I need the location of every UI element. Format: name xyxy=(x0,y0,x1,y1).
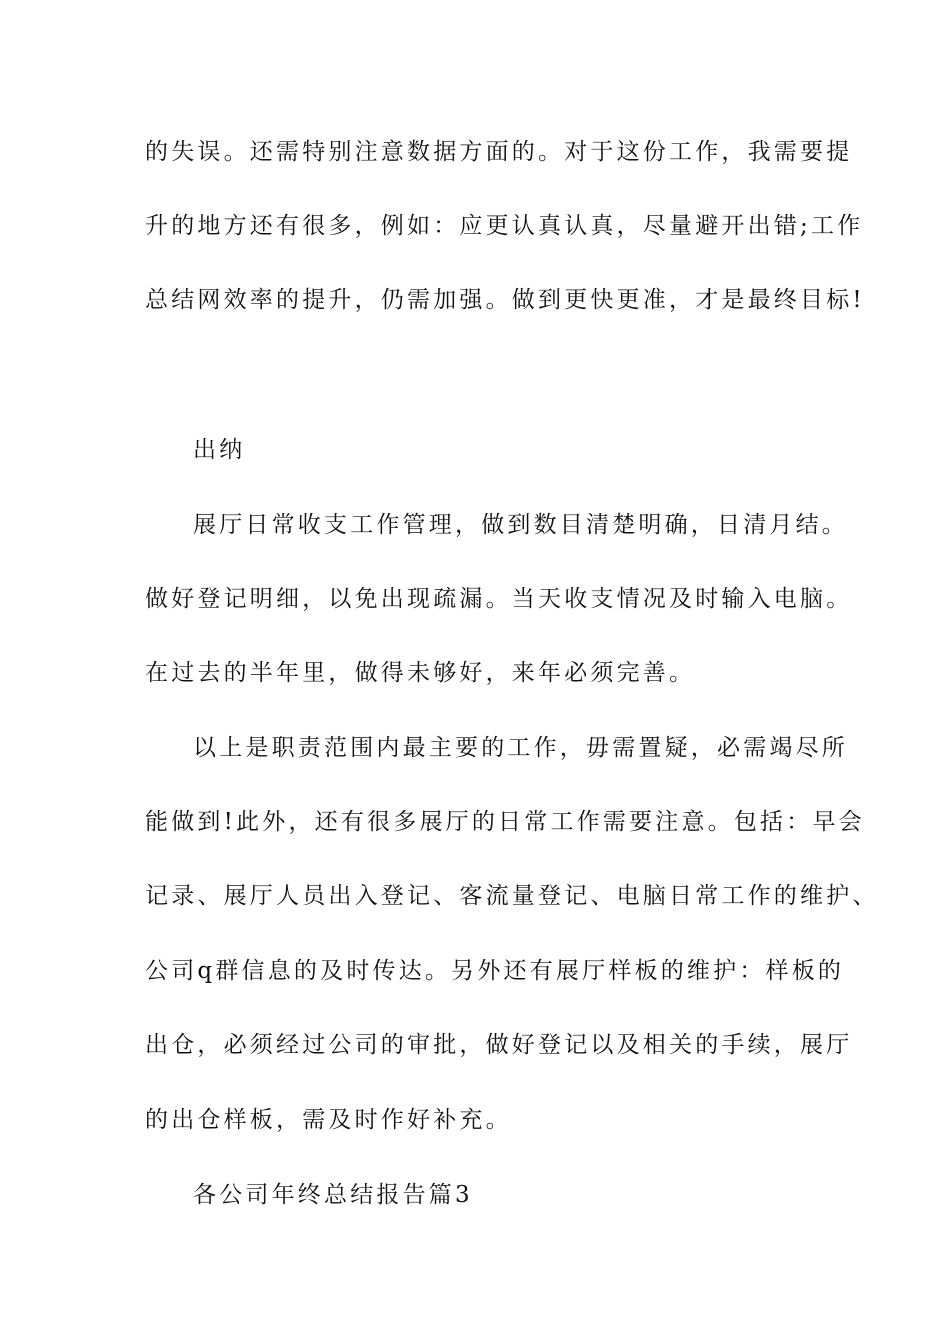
paragraph-line: 公司q群信息的及时传达。另外还有展厅样板的维护：样板的 xyxy=(145,958,845,984)
paragraph-line: 能做到!此外，还有很多展厅的日常工作需要注意。包括：早会 xyxy=(145,809,865,835)
paragraph-line: 展厅日常收支工作管理，做到数目清楚明确，日清月结。 xyxy=(193,512,848,538)
paragraph-line: 的出仓样板，需及时作好补充。 xyxy=(145,1107,512,1133)
section-heading: 各公司年终总结报告篇3 xyxy=(193,1182,473,1208)
paragraph-line: 升的地方还有很多，例如：应更认真认真，尽量避开出错;工作 xyxy=(145,213,864,239)
paragraph-line: 在过去的半年里，做得未够好，来年必须完善。 xyxy=(145,660,696,686)
paragraph-line: 做好登记明细，以免出现疏漏。当天收支情况及时输入电脑。 xyxy=(145,586,853,612)
paragraph-line: 以上是职责范围内最主要的工作，毋需置疑，必需竭尽所 xyxy=(193,735,848,761)
paragraph-line: 的失误。还需特别注意数据方面的。对于这份工作，我需要提 xyxy=(145,139,853,165)
paragraph-line: 总结网效率的提升，仍需加强。做到更快更准，才是最终目标! xyxy=(145,287,865,313)
paragraph-line: 记录、展厅人员出入登记、客流量登记、电脑日常工作的维护、 xyxy=(145,883,879,909)
section-heading: 出纳 xyxy=(193,437,246,463)
paragraph-line: 出仓，必须经过公司的审批，做好登记以及相关的手续，展厅 xyxy=(145,1032,853,1058)
